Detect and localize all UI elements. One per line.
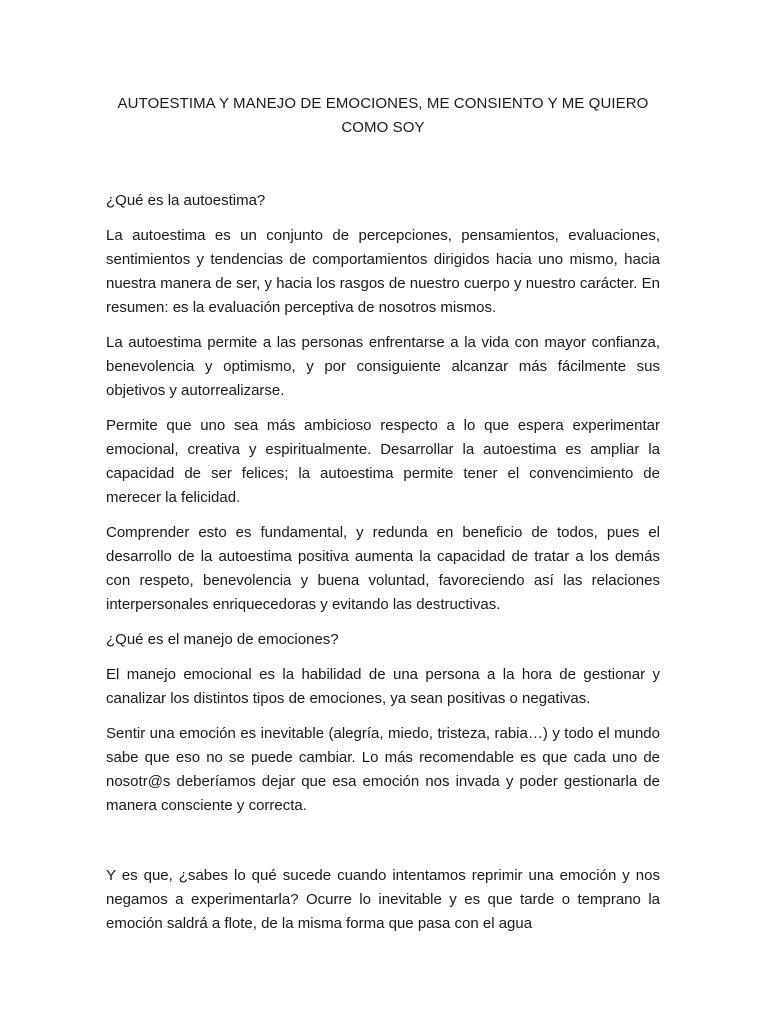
- blank-line: [106, 829, 660, 864]
- heading-manejo-emociones: ¿Qué es el manejo de emociones?: [106, 631, 339, 648]
- paragraph-5: El manejo emocional es la habilidad de una persona a la hora de gestionar y canalizar los distintos tipos de emociones, ya sean positivas o negativas.: [106, 666, 660, 707]
- paragraph-1: La autoestima es un conjunto de percepciones, pensamientos, evaluaciones, sentimientos y tendencias de comportamientos dirigidos hacia uno mismo, hacia nuestra manera de ser, y hacia los rasgos de nuestro cuerpo y nuestro carácter. En resumen: es la evaluación perceptiva de nosotros mismos.: [106, 227, 660, 316]
- document-page: [106, 92, 660, 947]
- heading-autoestima: ¿Qué es la autoestima?: [106, 192, 266, 209]
- paragraph-2: La autoestima permite a las personas enfrentarse a la vida con mayor confianza, benevolencia y optimismo, y por consiguiente alcanzar más fácilmente sus objetivos y autorrealizarse.: [106, 334, 660, 399]
- paragraph-6: Sentir una emoción es inevitable (alegría, miedo, tristeza, rabia…) y todo el mundo sabe que eso no se puede cambiar. Lo más recomendable es que cada uno de nosotr@s deberíamos dejar que esa emoción nos invada y poder gestionarla de manera consciente y correcta.: [106, 725, 660, 814]
- paragraph-3: Permite que uno sea más ambicioso respecto a lo que espera experimentar emocional, creativa y espiritualmente. Desarrollar la autoestima es ampliar la capacidad de ser felices; la autoestima permite tener el convencimiento de merecer la felicidad.: [106, 417, 660, 506]
- paragraph-4: Comprender esto es fundamental, y redunda en beneficio de todos, pues el desarrollo de la autoestima positiva aumenta la capacidad de tratar a los demás con respeto, benevolencia y buena voluntad, favoreciendo así las relaciones interpersonales enriquecedoras y evitando las destructivas.: [106, 524, 660, 613]
- document-title: AUTOESTIMA Y MANEJO DE EMOCIONES, ME CONSIENTO Y ME QUIERO COMO SOY: [117, 95, 649, 136]
- paragraph-7: Y es que, ¿sabes lo qué sucede cuando intentamos reprimir una emoción y nos negamos a experimentarla? Ocurre lo inevitable y es que tarde o temprano la emoción saldrá a flote, de la misma forma que pasa con el agua: [106, 867, 660, 932]
